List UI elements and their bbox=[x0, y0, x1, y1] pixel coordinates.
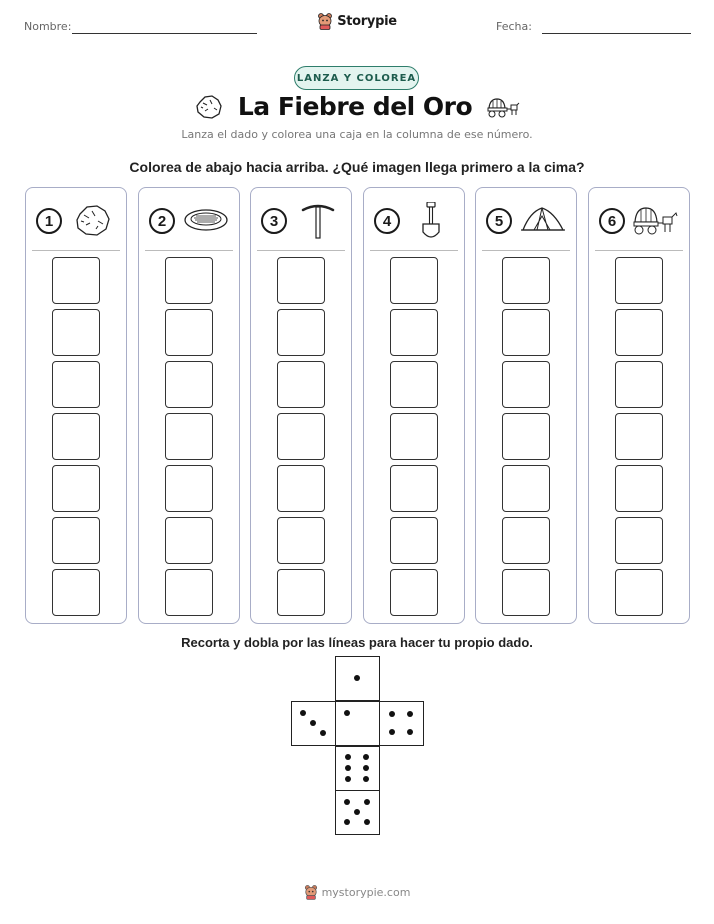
pickaxe-icon bbox=[295, 202, 341, 240]
brand-logo bbox=[0, 12, 714, 30]
color-box[interactable] bbox=[52, 569, 100, 616]
cut-instruction: Recorta y dobla por las líneas para hacer tu propio dado. bbox=[181, 635, 533, 650]
die-pip bbox=[389, 711, 395, 717]
storypie-mascot-icon bbox=[317, 12, 333, 30]
die-pip bbox=[345, 765, 351, 771]
gold-nugget-icon bbox=[70, 202, 116, 240]
color-box[interactable] bbox=[165, 413, 213, 460]
die-pip bbox=[344, 710, 350, 716]
color-box[interactable] bbox=[390, 309, 438, 356]
color-box[interactable] bbox=[502, 465, 550, 512]
color-box[interactable] bbox=[502, 517, 550, 564]
die-face-1 bbox=[335, 701, 380, 746]
column-2 bbox=[138, 187, 240, 624]
color-box[interactable] bbox=[52, 361, 100, 408]
color-box[interactable] bbox=[502, 569, 550, 616]
footer-url[interactable]: mystorypie.com bbox=[321, 885, 411, 899]
die-pip bbox=[354, 809, 360, 815]
brand-name: Storypie bbox=[337, 13, 397, 29]
color-box[interactable] bbox=[615, 517, 663, 564]
color-box[interactable] bbox=[165, 257, 213, 304]
color-box[interactable] bbox=[390, 361, 438, 408]
color-box[interactable] bbox=[52, 465, 100, 512]
shovel-icon bbox=[408, 202, 454, 240]
die-pip bbox=[363, 776, 369, 782]
die-face-6 bbox=[335, 746, 380, 791]
color-box[interactable] bbox=[277, 517, 325, 564]
gold-nugget-icon bbox=[194, 93, 224, 121]
color-box[interactable] bbox=[615, 361, 663, 408]
column-5 bbox=[475, 187, 577, 624]
date-label: Fecha: bbox=[496, 20, 532, 33]
color-box[interactable] bbox=[277, 361, 325, 408]
die-pip bbox=[354, 675, 360, 681]
die-pip bbox=[320, 730, 326, 736]
color-box[interactable] bbox=[502, 413, 550, 460]
die-pip bbox=[345, 754, 351, 760]
color-box[interactable] bbox=[277, 465, 325, 512]
color-box[interactable] bbox=[615, 465, 663, 512]
name-line[interactable] bbox=[72, 33, 257, 34]
die-pip bbox=[364, 819, 370, 825]
column-number: 2 bbox=[149, 208, 175, 234]
color-box[interactable] bbox=[277, 569, 325, 616]
coloring-instruction: Colorea de abajo hacia arriba. ¿Qué imagen llega primero a la cima? bbox=[129, 159, 585, 175]
column-3 bbox=[250, 187, 352, 624]
column-6 bbox=[588, 187, 690, 624]
color-box[interactable] bbox=[165, 465, 213, 512]
color-box[interactable] bbox=[390, 569, 438, 616]
date-line[interactable] bbox=[542, 33, 691, 34]
die-pip bbox=[345, 776, 351, 782]
covered-wagon-icon bbox=[633, 202, 679, 240]
color-box[interactable] bbox=[52, 413, 100, 460]
die-face-1 bbox=[335, 656, 380, 701]
color-box[interactable] bbox=[390, 257, 438, 304]
title-row bbox=[0, 92, 714, 121]
color-box[interactable] bbox=[615, 569, 663, 616]
tent-icon bbox=[520, 202, 566, 240]
footer bbox=[0, 884, 714, 900]
color-box[interactable] bbox=[390, 517, 438, 564]
color-box[interactable] bbox=[277, 257, 325, 304]
color-box[interactable] bbox=[390, 413, 438, 460]
activity-badge: LANZA Y COLOREA bbox=[294, 66, 419, 90]
color-box[interactable] bbox=[615, 413, 663, 460]
subtitle: Lanza el dado y colorea una caja en la columna de ese número. bbox=[181, 128, 533, 141]
die-pip bbox=[407, 711, 413, 717]
color-box[interactable] bbox=[165, 569, 213, 616]
column-number: 6 bbox=[599, 208, 625, 234]
die-pip bbox=[344, 799, 350, 805]
color-box[interactable] bbox=[277, 413, 325, 460]
color-box[interactable] bbox=[502, 257, 550, 304]
color-box[interactable] bbox=[277, 309, 325, 356]
color-box[interactable] bbox=[502, 309, 550, 356]
column-number: 3 bbox=[261, 208, 287, 234]
column-number: 1 bbox=[36, 208, 62, 234]
storypie-mascot-icon bbox=[304, 884, 318, 900]
color-box[interactable] bbox=[165, 361, 213, 408]
die-pip bbox=[364, 799, 370, 805]
name-label: Nombre: bbox=[24, 20, 72, 33]
column-number: 5 bbox=[486, 208, 512, 234]
color-box[interactable] bbox=[165, 309, 213, 356]
page-title: La Fiebre del Oro bbox=[237, 92, 473, 121]
die-pip bbox=[310, 720, 316, 726]
column-1 bbox=[25, 187, 127, 624]
color-box[interactable] bbox=[52, 257, 100, 304]
die-face-3 bbox=[291, 701, 336, 746]
covered-wagon-icon bbox=[486, 96, 520, 118]
gold-pan-icon bbox=[183, 202, 229, 240]
color-box[interactable] bbox=[52, 309, 100, 356]
column-4 bbox=[363, 187, 465, 624]
die-pip bbox=[389, 729, 395, 735]
color-box[interactable] bbox=[52, 517, 100, 564]
die-pip bbox=[344, 819, 350, 825]
color-box[interactable] bbox=[165, 517, 213, 564]
die-face-4 bbox=[379, 701, 424, 746]
color-box[interactable] bbox=[615, 309, 663, 356]
die-pip bbox=[300, 710, 306, 716]
die-pip bbox=[363, 765, 369, 771]
die-pip bbox=[363, 754, 369, 760]
color-box[interactable] bbox=[390, 465, 438, 512]
die-face-5 bbox=[335, 790, 380, 835]
color-box[interactable] bbox=[615, 257, 663, 304]
column-number: 4 bbox=[374, 208, 400, 234]
color-box[interactable] bbox=[502, 361, 550, 408]
die-pip bbox=[407, 729, 413, 735]
